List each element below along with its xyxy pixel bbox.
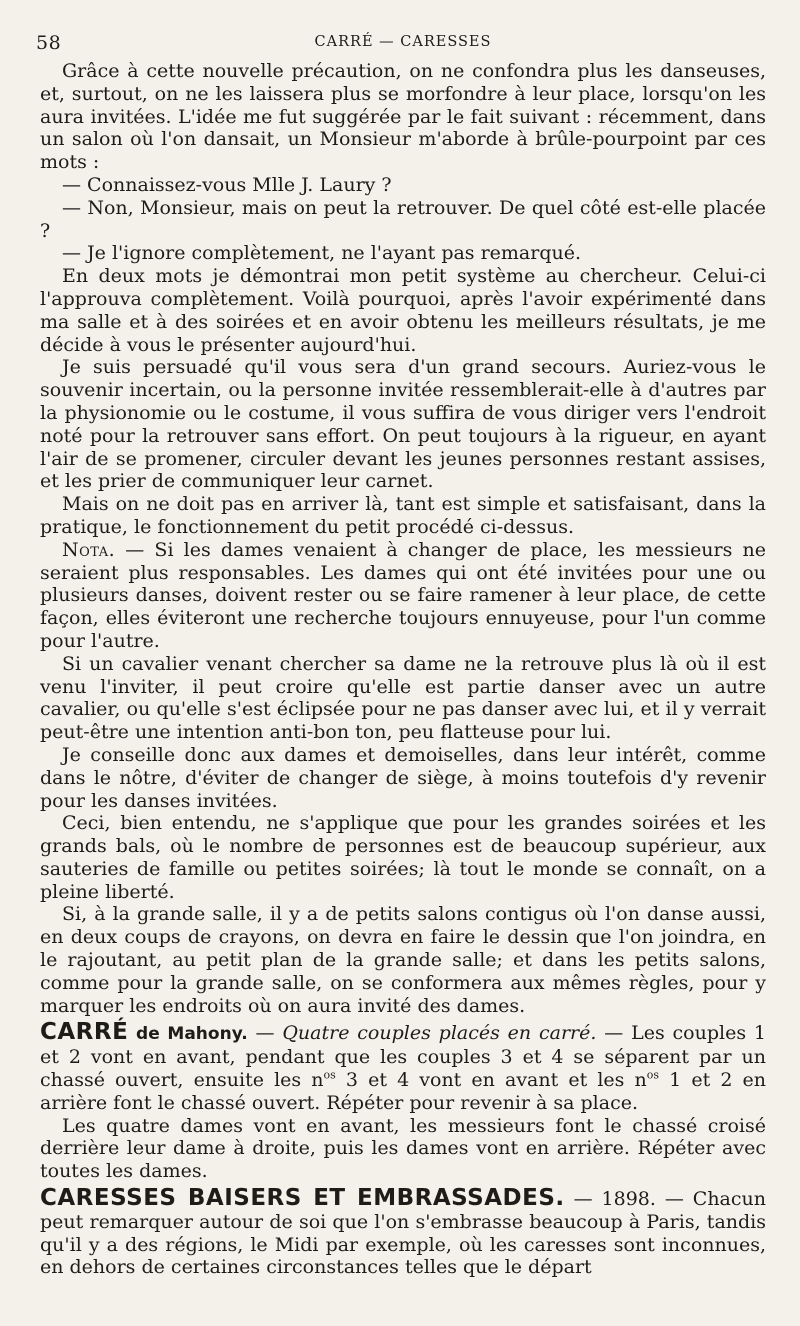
nota-paragraph [40,539,766,653]
paragraph: En deux mots je démontrai mon petit système au chercheur. Celui-ci l'approuva complètement. Voilà pourquoi, après l'avoir expérimenté dans ma salle et à des soirées et en avoir obtenu les meilleurs résultats, je me décide à vous le présenter aujourd'hui. [40,265,766,356]
paragraph: Je conseille donc aux dames et demoiselles, dans leur intérêt, comme dans le nôtre, d'éviter de changer de siège, à moins toutefois d'y revenir pour les danses invitées. [40,743,766,812]
carre-title: CARRÉ [40,1019,129,1046]
nota-label: Nota. [62,538,116,561]
dialogue-line: — Connaissez-vous Mlle J. Laury ? [62,173,392,196]
dialogue-line: — Je l'ignore complètement, ne l'ayant pas remarqué. [62,242,582,265]
carre-subtitle: de Mahony. [128,1024,248,1045]
carre-italic: Quatre couples placés en carré. [282,1022,597,1045]
paragraph: Je suis persuadé qu'il vous sera d'un grand secours. Auriez-vous le souvenir incertain, ou la personne invitée ressemblerait-elle à d'autres par la physionomie ou le costume, il vous suffira de vous diriger vers l'endroit noté pour la retrouver sans effort. On peut toujours à la rigueur, en ayant l'air de se promener, circuler devant les jeunes personnes restant assises, et les prier de communiquer leur carnet. [40,356,766,493]
paragraph: Les quatre dames vont en avant, les messieurs font le chassé croisé derrière leur dame à droite, puis les dames vont en arrière. Répéter avec toutes les dames. [40,1114,766,1183]
paragraph: Si un cavalier venant chercher sa dame ne la retrouve plus là où il est venu l'inviter, il peut croire qu'elle est partie danser avec un autre cavalier, ou qu'elle s'est éclipsée pour ne pas danser avec lui, et il y verrait peut-être une intention anti-bon ton, peu flatteuse pour lui. [40,652,766,744]
carre-text: 3 et 4 vont en avant et les n [335,1069,647,1092]
dialogue-line: — Non, Monsieur, mais on peut la retrouver. De quel côté est-elle placée ? [40,196,766,242]
paragraph: Grâce à cette nouvelle précaution, on ne confondra plus les danseuses, et, surtout, on ne les laissera plus se morfondre à leur place, lorsqu'on les aura invitées. L'idée me fut suggérée par le fait suivant : récemment, dans un salon où l'on dansait, un Monsieur m'aborde à brûle-pourpoint par ces mots : [40,60,766,174]
carre-text: — Les couples 1 et 2 vont en avant, pendant que les couples 3 et 4 se séparent par un chassé ouvert, ensuite les n [40,1022,766,1092]
nota-text: — Si les dames venaient à changer de place, les messieurs ne seraient plus responsables. Les dames qui ont été invitées pour une ou plusieurs danses, doivent rester ou se faire ramener à leur place, de cette façon, elles éviteront une recherche toujours ennuyeuse, pour l'un comme pour l'autre. [40,538,766,652]
carre-text: 1 et 2 en arrière font le chassé ouvert. Répéter pour revenir à sa place. [40,1069,766,1114]
paragraph: Ceci, bien entendu, ne s'applique que pour les grandes soirées et les grands bals, où le nombre de personnes est de beaucoup supérieur, aux sauteries de famille ou petites soirées; là tout le monde se connaît, on a pleine liberté. [40,812,766,903]
paragraph: Mais on ne doit pas en arriver là, tant est simple et satisfaisant, dans la pratique, le fonctionnement du petit procédé ci-dessus. [40,493,766,538]
carre-section [40,1021,766,1114]
superscript: os [646,1068,660,1082]
page-header [36,30,766,60]
caresses-text: — Chacun peut remarquer autour de soi que l'on s'embrasse beaucoup à Paris, tandis qu'il y a des régions, le Midi par exemple, où les caresses sont inconnues, en dehors de certaines circonstances telles que le départ [40,1188,766,1279]
superscript: os [323,1068,336,1082]
carre-dash: — [247,1022,283,1045]
page-number: 58 [36,32,62,54]
caresses-year: — 1898. [564,1188,656,1211]
paragraph: Si, à la grande salle, il y a de petits salons contigus où l'on danse aussi, en deux coups de crayons, on devra en faire le dessin que l'on joindra, en le rajoutant, au petit plan de la grande salle; et dans les petits salons, comme pour la grande salle, on se conformera aux mêmes règles, pour y marquer les endroits où on aura invité des dames. [40,903,766,1017]
caresses-title: CARESSES BAISERS ET EMBRASSADES. [40,1185,565,1212]
caresses-section [40,1187,766,1279]
running-head: CARRÉ — CARESSES [314,34,492,50]
body-text [40,60,766,1279]
